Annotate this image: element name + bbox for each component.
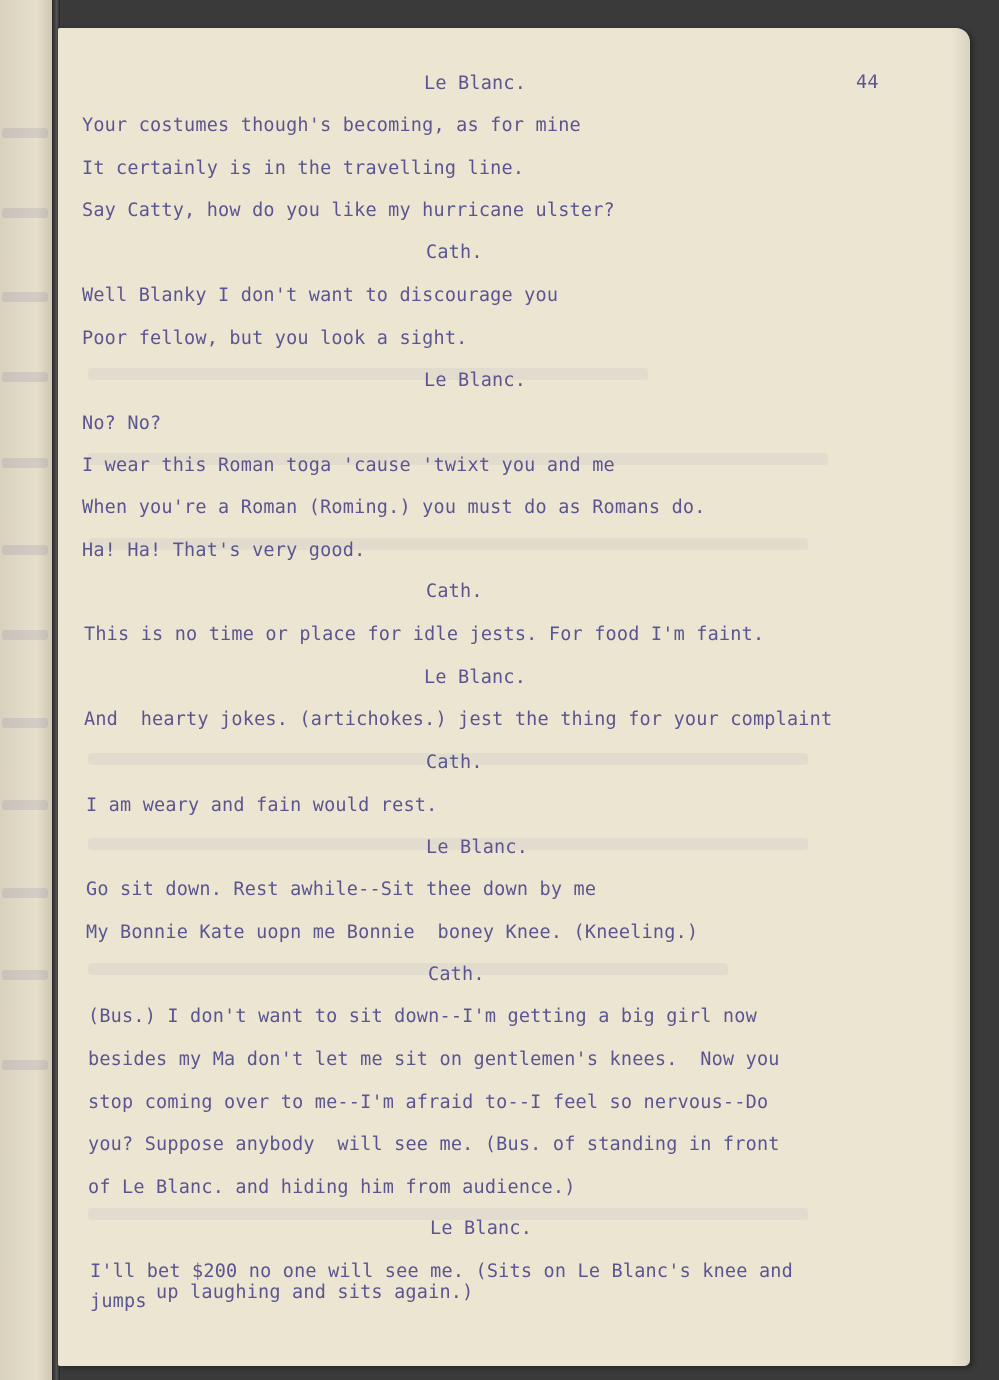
typescript-page (58, 28, 970, 1366)
text-line: jumps (90, 1291, 147, 1312)
bleed-mark (2, 970, 48, 980)
text-line: of Le Blanc. and hiding him from audience.) (88, 1177, 576, 1198)
text-line: This is no time or place for idle jests. For food I'm faint. (84, 624, 765, 645)
speaker-name: Cath. (428, 964, 485, 985)
text-line: I am weary and fain would rest. (86, 795, 438, 816)
text-line: Well Blanky I don't want to discourage you (82, 285, 559, 306)
running-head: Le Blanc. (424, 73, 527, 94)
bleed-mark (2, 292, 48, 302)
text-line: It certainly is in the travelling line. (82, 158, 525, 179)
speaker-name: Cath. (426, 752, 483, 773)
text-line: you? Suppose anybody will see me. (Bus. of standing in front (88, 1134, 780, 1155)
text-line: (Bus.) I don't want to sit down--I'm getting a big girl now (88, 1006, 757, 1027)
text-line: Say Catty, how do you like my hurricane ulster? (82, 200, 615, 221)
speaker-name: Cath. (426, 242, 483, 263)
page-number: 44 (856, 72, 879, 93)
text-line: up laughing and sits again.) (156, 1282, 474, 1303)
bleed-mark (2, 800, 48, 810)
text-line: Poor fellow, but you look a sight. (82, 328, 468, 349)
text-line: Go sit down. Rest awhile--Sit thee down by me (86, 879, 597, 900)
text-line: And hearty jokes. (artichokes.) jest the thing for your complaint (84, 709, 833, 730)
text-line: besides my Ma don't let me sit on gentlemen's knees. Now you (88, 1049, 780, 1070)
text-line: Ha! Ha! That's very good. (82, 540, 366, 561)
text-line: Your costumes though's becoming, as for mine (82, 115, 581, 136)
speaker-name: Le Blanc. (430, 1218, 533, 1239)
speaker-name: Le Blanc. (424, 667, 527, 688)
bleed-mark (2, 888, 48, 898)
text-line: I wear this Roman toga 'cause 'twixt you and me (82, 455, 615, 476)
typed-text (58, 28, 970, 1366)
speaker-name: Cath. (426, 581, 483, 602)
text-line: When you're a Roman (Roming.) you must do as Romans do. (82, 497, 706, 518)
speaker-name: Le Blanc. (426, 837, 529, 858)
text-line: stop coming over to me--I'm afraid to--I feel so nervous--Do (88, 1092, 769, 1113)
bleed-mark (2, 718, 48, 728)
text-line: No? No? (82, 413, 162, 434)
bleed-mark (2, 1060, 48, 1070)
previous-page-edge (0, 0, 52, 1380)
speaker-name: Le Blanc. (424, 370, 527, 391)
bleed-mark (2, 208, 48, 218)
text-line: My Bonnie Kate uopn me Bonnie boney Knee. (Kneeling.) (86, 922, 699, 943)
bleed-mark (2, 372, 48, 382)
text-line: I'll bet $200 no one will see me. (Sits on Le Blanc's knee and (90, 1261, 793, 1282)
bleed-mark (2, 128, 48, 138)
bleed-mark (2, 545, 48, 555)
bleed-mark (2, 630, 48, 640)
bleed-mark (2, 458, 48, 468)
